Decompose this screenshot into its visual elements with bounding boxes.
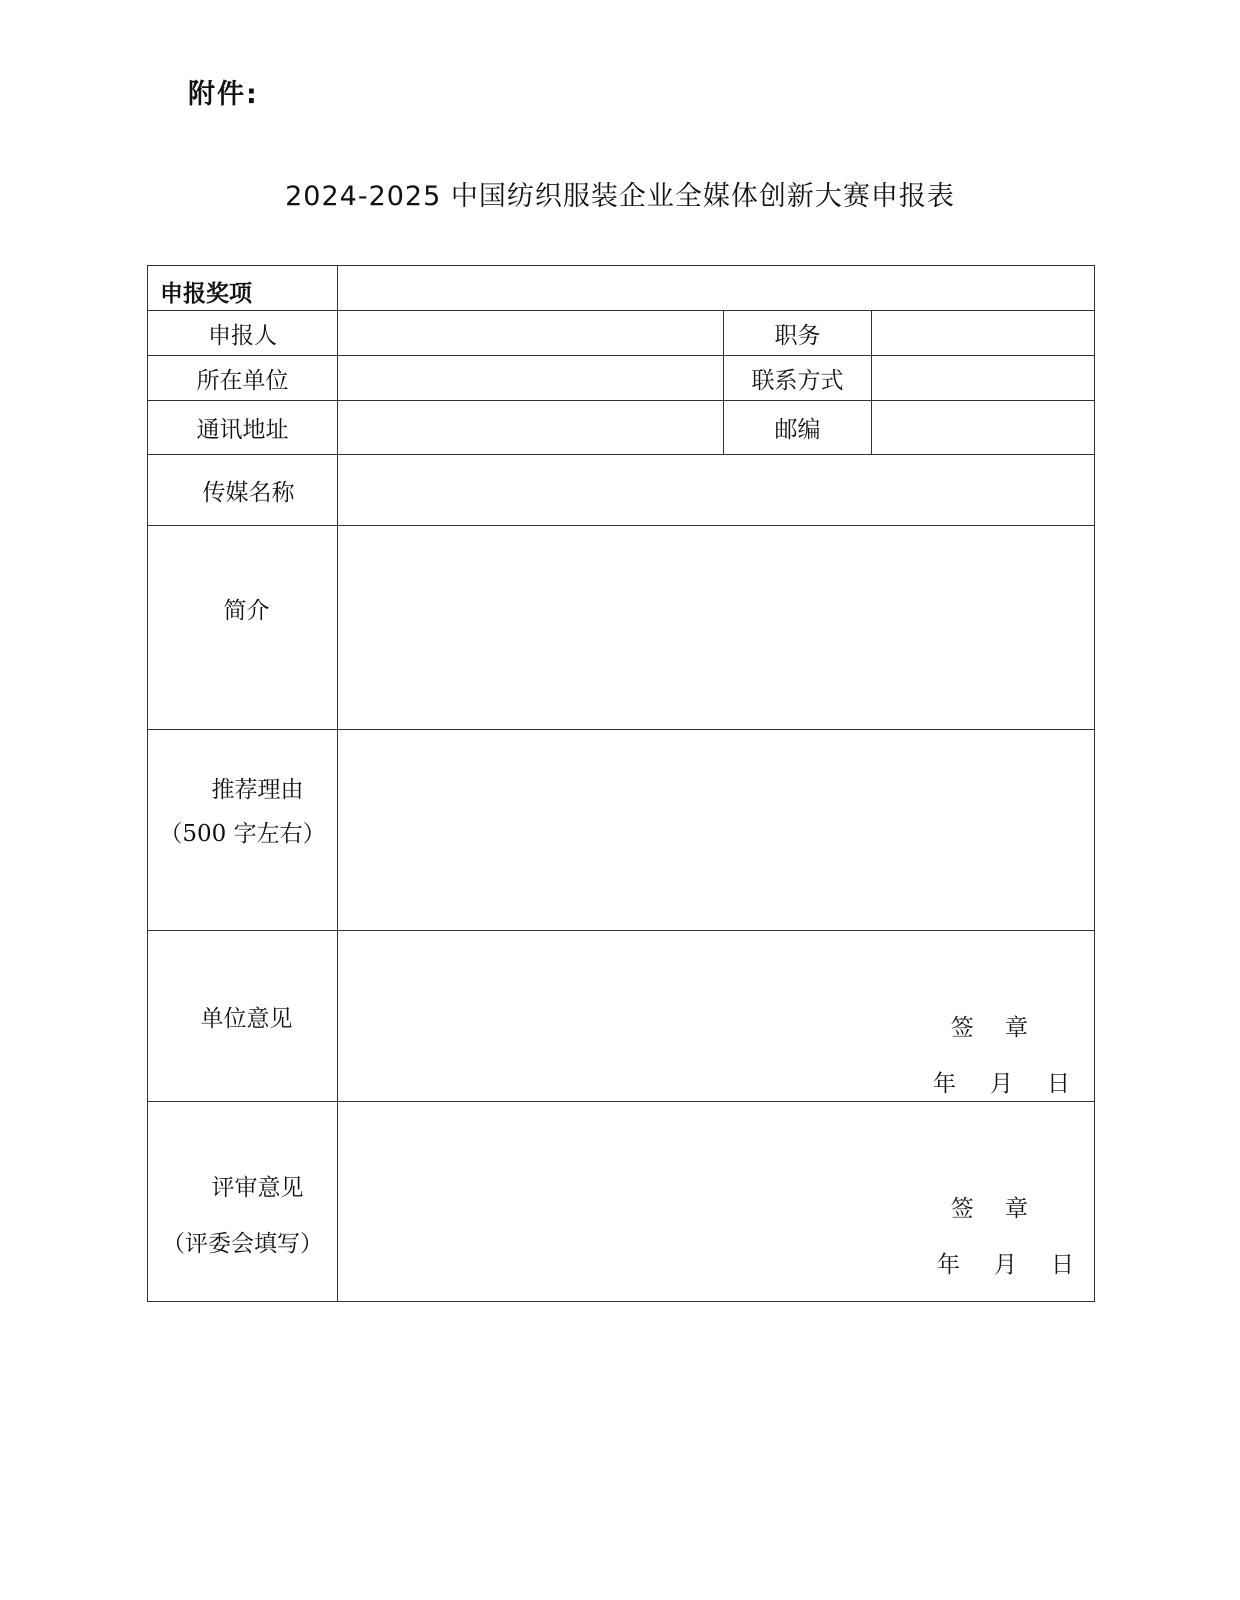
application-form-table: [147, 265, 1095, 1302]
review-date-line: [937, 1246, 1074, 1279]
organization-field[interactable]: [338, 356, 724, 401]
postcode-label: 邮编: [724, 401, 872, 455]
award-field[interactable]: [338, 266, 1095, 311]
address-label: 通讯地址: [148, 401, 338, 455]
reason-note: （500 字左右）: [159, 821, 326, 847]
row-organization: [148, 356, 1095, 401]
review-seal-label: 签 章: [950, 1196, 1041, 1222]
row-intro: [148, 526, 1095, 730]
contact-field[interactable]: [872, 356, 1095, 401]
attachment-label: 附件:: [188, 79, 259, 110]
row-media-name: [148, 455, 1095, 526]
review-year-label: 年: [937, 1252, 961, 1278]
row-applicant: [148, 311, 1095, 356]
review-opinion-field[interactable]: [338, 1102, 1095, 1302]
position-field[interactable]: [872, 311, 1095, 356]
page-title: 2024-2025 中国纺织服装企业全媒体创新大赛申报表: [285, 181, 955, 212]
organization-label: 所在单位: [148, 356, 338, 401]
applicant-label: 申报人: [148, 311, 338, 356]
unit-seal-label: 签 章: [950, 1015, 1041, 1041]
media-name-field[interactable]: [338, 455, 1095, 526]
unit-date-line: [933, 1065, 1070, 1098]
row-address: [148, 401, 1095, 455]
reason-field[interactable]: [338, 730, 1095, 931]
review-month-label: 月: [994, 1252, 1018, 1278]
reason-label: 推荐理由: [211, 777, 304, 803]
review-opinion-label: 评审意见: [211, 1175, 304, 1201]
unit-day-label: 日: [1047, 1071, 1071, 1097]
address-field[interactable]: [338, 401, 724, 455]
row-review-opinion: [148, 1102, 1095, 1302]
position-label: 职务: [724, 311, 872, 356]
intro-label: 简介: [148, 526, 338, 730]
unit-year-label: 年: [933, 1071, 957, 1097]
unit-opinion-label: 单位意见: [148, 931, 338, 1102]
intro-field[interactable]: [338, 526, 1095, 730]
row-reason: [148, 730, 1095, 931]
award-label: 申报奖项: [148, 266, 338, 311]
applicant-field[interactable]: [338, 311, 724, 356]
review-note: （评委会填写）: [162, 1231, 323, 1257]
row-unit-opinion: [148, 931, 1095, 1102]
contact-label: 联系方式: [724, 356, 872, 401]
review-label-cell: [148, 1102, 338, 1302]
media-name-label: 传媒名称: [148, 455, 338, 526]
review-day-label: 日: [1051, 1252, 1075, 1278]
unit-month-label: 月: [990, 1071, 1014, 1097]
row-award: [148, 266, 1095, 311]
reason-label-cell: [148, 730, 338, 931]
unit-opinion-field[interactable]: [338, 931, 1095, 1102]
postcode-field[interactable]: [872, 401, 1095, 455]
